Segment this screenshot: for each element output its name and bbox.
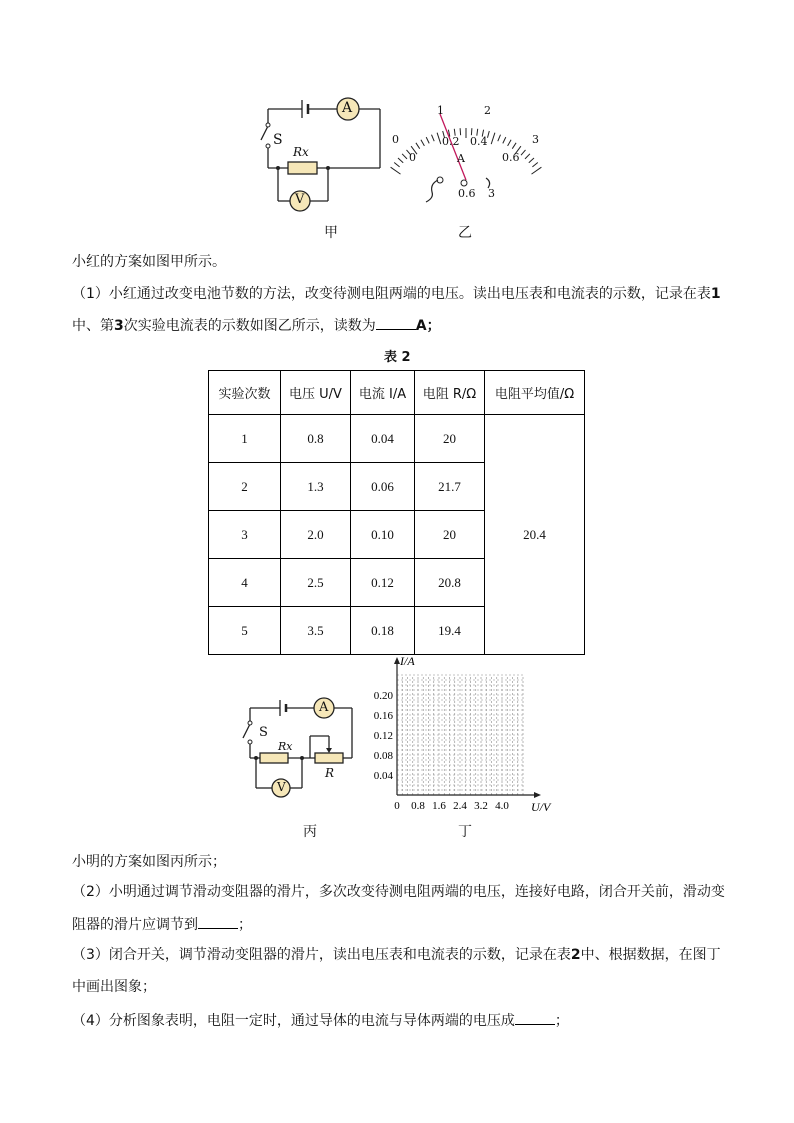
dial-tick [508,140,512,146]
dial-bottom-0.6: 0.6 [502,151,520,164]
intro-xiaohong: 小红的方案如图甲所示。 [72,254,226,270]
dial-bottom-0: 0 [409,151,416,164]
table-row: 5 3.5 0.18 19.4 [209,607,585,655]
dial-tick [532,163,537,167]
rheostat-label: R [325,766,335,780]
question-3-line-1: （3）闭合开关，调节滑动变阻器的滑片，读出电压表和电流表的示数，记录在表2中、根据数据，在图丁 [72,947,721,963]
table-row: 2 1.3 0.06 21.7 [209,463,585,511]
y-tick-label: 0.16 [373,710,393,722]
question-4: （4）分析图象表明，电阻一定时，通过导体的电流与导体两端的电压成 ； [72,1010,569,1031]
dial-tick [525,154,530,159]
terminal-label-0.6: 0.6 [458,187,476,200]
dial-top-1: 1 [437,104,444,117]
ammeter-label-bing: A [319,700,329,715]
answer-blank-1[interactable] [376,315,416,330]
table-caption: 表 2 [384,350,411,365]
switch-label: S [273,132,283,148]
dial-tick [402,154,407,159]
voltmeter-label: V [295,192,305,207]
ammeter-label: A [342,100,353,116]
dial-tick [460,128,461,135]
x-tick-label: 1.6 [432,800,446,812]
header-average: 电阻平均值/Ω [485,371,585,415]
header-current: 电流 I/A [351,371,415,415]
dial-tick [521,150,526,155]
x-axis-label: U/V [531,800,551,814]
dial-tick [432,135,435,142]
figure-caption-bing: 丙 [303,824,317,840]
header-voltage: 电压 U/V [281,371,351,415]
x-tick-label: 0.8 [411,800,425,812]
table-row: 1 0.8 0.04 20 20.4 [209,415,585,463]
data-table [208,370,585,655]
answer-blank-2[interactable] [198,914,238,929]
header-trial: 实验次数 [209,371,281,415]
dial-tick [529,158,534,163]
voltmeter-label-bing: V [277,780,286,794]
dial-tick [503,137,506,143]
table-row: 4 2.5 0.12 20.8 [209,559,585,607]
x-tick-label: 2.4 [453,800,467,812]
table-row: 3 2.0 0.10 20 [209,511,585,559]
average-cell: 20.4 [485,415,585,655]
dial-tick [532,167,542,174]
header-resistance: 电阻 R/Ω [415,371,485,415]
intro-xiaoming: 小明的方案如图丙所示； [72,854,226,870]
graph-ding [360,652,560,817]
x-tick-label: 4.0 [495,800,509,812]
x-tick-label: 3.2 [474,800,488,812]
dial-tick [391,167,401,174]
dial-tick [437,133,441,144]
question-1-line-2: 中、第3次实验电流表的示数如图乙所示，读数为 A； [72,315,441,336]
y-axis-label: I/A [400,654,415,668]
question-2-line-1: （2）小明通过调节滑动变阻器的滑片，多次改变待测电阻两端的电压，连接好电路，闭合开关前，滑动变 [72,884,725,900]
dial-top-3: 3 [532,133,539,146]
dial-unit-label: A [457,152,465,165]
dial-tick [498,135,501,142]
circuit-diagram-bing [232,696,362,802]
dial-bottom-0.4: 0.4 [470,135,488,148]
question-2-line-2: 阻器的滑片应调节到 ； [72,914,252,935]
y-tick-label: 0.12 [373,730,393,742]
answer-blank-4[interactable] [515,1010,555,1025]
question-3-line-2: 中画出图象； [72,979,156,995]
dial-tick [491,133,495,144]
dial-tick [512,143,516,149]
y-tick-label: 0.20 [373,690,393,702]
resistor-label-bing: Rx [278,740,293,753]
circuit-diagram-jia [250,92,390,217]
switch-label-bing: S [259,725,268,740]
dial-tick [421,140,425,146]
dial-tick [398,158,403,163]
dial-top-2: 2 [484,104,491,117]
x-axis-arrow [534,792,541,798]
figure-caption-yi: 乙 [458,225,472,241]
dial-tick [416,143,420,149]
y-tick-label: 0.08 [373,750,393,762]
dial-top-0: 0 [392,133,399,146]
terminal-label-3: 3 [488,187,495,200]
dial-tick [488,131,490,138]
dial-tick [394,163,399,167]
dial-tick [426,137,429,143]
question-1-line-1: （1）小红通过改变电池节数的方法，改变待测电阻两端的电压。读出电压表和电流表的示数，记录在表1 [72,286,721,302]
y-tick-label: 0.04 [373,770,393,782]
resistor-label: Rx [293,145,309,159]
x-tick-label: 0 [394,800,400,812]
figure-caption-ding: 丁 [458,824,472,840]
figure-caption-jia: 甲 [324,225,338,241]
dial-bottom-0.2: 0.2 [442,135,460,148]
